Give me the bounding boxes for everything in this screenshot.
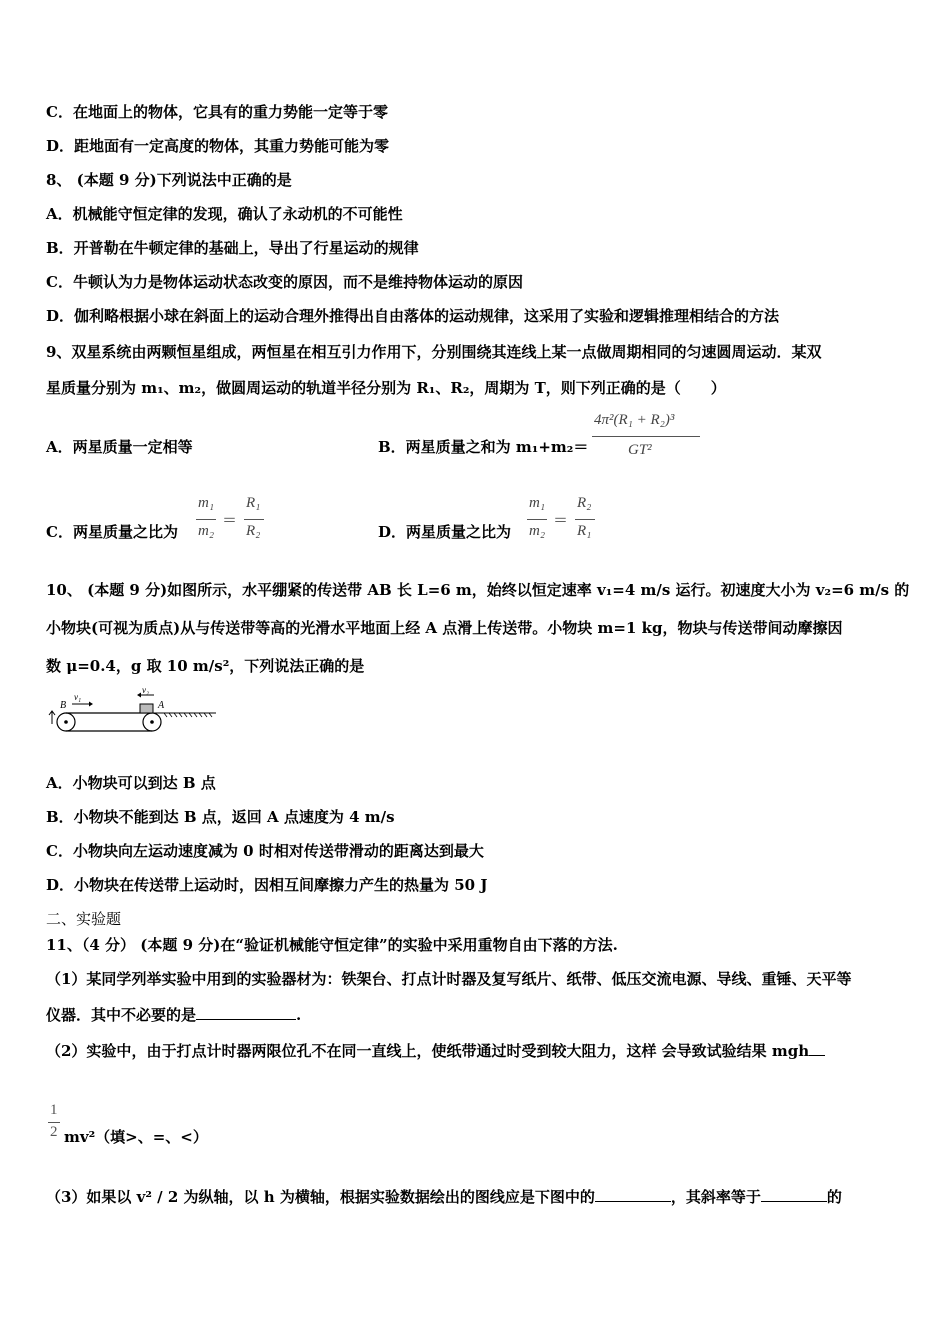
q11-part3-graph-blank[interactable] — [595, 1201, 671, 1202]
q11-part1-line2 — [46, 1005, 301, 1025]
q7-option-c: C．在地面上的物体，它具有的重力势能一定等于零 — [46, 103, 388, 121]
q9-stem-line1: 9、双星系统由两颗恒星组成，两恒星在相互引力作用下，分别围绕其连线上某一点做周期相同的匀速圆周运动．某双 — [46, 343, 822, 361]
label-a: A — [158, 700, 165, 711]
q11-stem: 11、（4 分） (本题 9 分)在“验证机械能守恒定律”的实验中采用重物自由下落的方法. — [46, 936, 618, 954]
q8-option-b: B．开普勒在牛顿定律的基础上，导出了行星运动的规律 — [46, 239, 419, 257]
sum-numerator: 4π²(R₁ + R₂)³ — [594, 412, 675, 428]
q11-part1-line1: （1）某同学列举实验中用到的实验器材为：铁架台、打点计时器及复写纸片、纸带、低压交流电源、导线、重锤、天平等 — [46, 970, 852, 988]
label-v1: v₁ — [74, 692, 82, 702]
d-m2: m₂ — [529, 523, 546, 539]
q11-part3 — [46, 1187, 842, 1207]
conveyor-belt-figure — [46, 686, 218, 736]
q10-stem-line1: 10、 (本题 9 分)如图所示，水平绷紧的传送带 AB 长 L=6 m，始终以恒定速率 v₁=4 m/s 运行。初速度大小为 v₂=6 m/s 的 — [46, 581, 910, 599]
c-left-bar — [196, 519, 216, 520]
d-equals: ＝ — [553, 513, 569, 529]
q8-option-d: D．伽利略根据小球在斜面上的运动合理外推得出自由落体的运动规律，这采用了实验和逻辑推理相结合的方法 — [46, 307, 780, 325]
q7-option-d: D．距地面有一定高度的物体，其重力势能可能为零 — [46, 137, 390, 155]
half-numerator: 1 — [50, 1102, 58, 1118]
q11-part3-text3: 的 — [826, 1188, 842, 1206]
q11-part1-text: 仪器．其中不必要的是 — [46, 1006, 197, 1024]
d-r1: R₁ — [577, 523, 592, 539]
c-equals: ＝ — [222, 513, 238, 529]
q11-part2-line2: mv²（填>、=、<） — [64, 1128, 208, 1146]
q11-part3-text2: ，其斜率等于 — [670, 1188, 761, 1206]
half-bar — [48, 1122, 60, 1123]
q10-stem-line2: 小物块(可视为质点)从与传送带等高的光滑水平地面上经 A 点滑上传送带。小物块 m=1 kg，物块与传送带间动摩擦因 — [46, 619, 843, 637]
q11-part3-slope-blank[interactable] — [761, 1201, 827, 1202]
q11-part1-answer-blank[interactable] — [196, 1019, 296, 1020]
q11-part2-text: （2）实验中，由于打点计时器两限位孔不在同一直线上，使纸带通过时受到较大阻力，这样 会导致试验结果 mgh — [46, 1042, 810, 1060]
c-r1: R₁ — [246, 495, 261, 511]
q9-option-b: B．两星质量之和为 m₁+m₂＝ — [378, 438, 589, 456]
q9-stem-line2: 星质量分别为 m₁、m₂，做圆周运动的轨道半径分别为 R₁、R₂，周期为 T，则下列正确的是（ ） — [46, 379, 726, 397]
label-b: B — [60, 700, 67, 711]
q11-part3-text1: （3）如果以 v² / 2 为纵轴，以 h 为横轴，根据实验数据绘出的图线应是下图中的 — [46, 1188, 595, 1206]
sum-fraction-bar — [592, 436, 700, 437]
q10-option-d: D．小物块在传送带上运动时，因相互间摩擦力产生的热量为 50 J — [46, 876, 488, 894]
q9-option-c: C．两星质量之比为 — [46, 523, 178, 541]
q8-stem: 8、 (本题 9 分)下列说法中正确的是 — [46, 171, 292, 189]
q11-part2-line1 — [46, 1041, 825, 1061]
half-denominator: 2 — [50, 1124, 58, 1140]
c-r2: R₂ — [246, 523, 261, 539]
q10-option-c: C．小物块向左运动速度减为 0 时相对传送带滑动的距离达到最大 — [46, 842, 484, 860]
q8-option-c: C．牛顿认为力是物体运动状态改变的原因，而不是维持物体运动的原因 — [46, 273, 523, 291]
q8-option-a: A．机械能守恒定律的发现，确认了永动机的不可能性 — [46, 205, 403, 223]
c-m1: m₁ — [198, 495, 215, 511]
label-v2: v₂ — [142, 686, 150, 695]
q11-part1-period: . — [296, 1006, 302, 1024]
q10-option-b: B．小物块不能到达 B 点，返回 A 点速度为 4 m/s — [46, 808, 395, 826]
q10-option-a: A．小物块可以到达 B 点 — [46, 774, 216, 792]
block — [140, 704, 153, 713]
d-m1: m₁ — [529, 495, 546, 511]
q10-stem-line3: 数 μ=0.4，g 取 10 m/s²，下列说法正确的是 — [46, 657, 365, 675]
c-m2: m₂ — [198, 523, 215, 539]
c-right-bar — [244, 519, 264, 520]
section-experiment-title: 二、实验题 — [46, 910, 122, 928]
d-left-bar — [527, 519, 547, 520]
q9-option-a: A．两星质量一定相等 — [46, 438, 193, 456]
q9-option-d: D．两星质量之比为 — [378, 523, 512, 541]
d-r2: R₂ — [577, 495, 592, 511]
sum-denominator: GT² — [628, 442, 652, 458]
d-right-bar — [575, 519, 595, 520]
q11-part2-answer-blank[interactable] — [809, 1055, 825, 1056]
